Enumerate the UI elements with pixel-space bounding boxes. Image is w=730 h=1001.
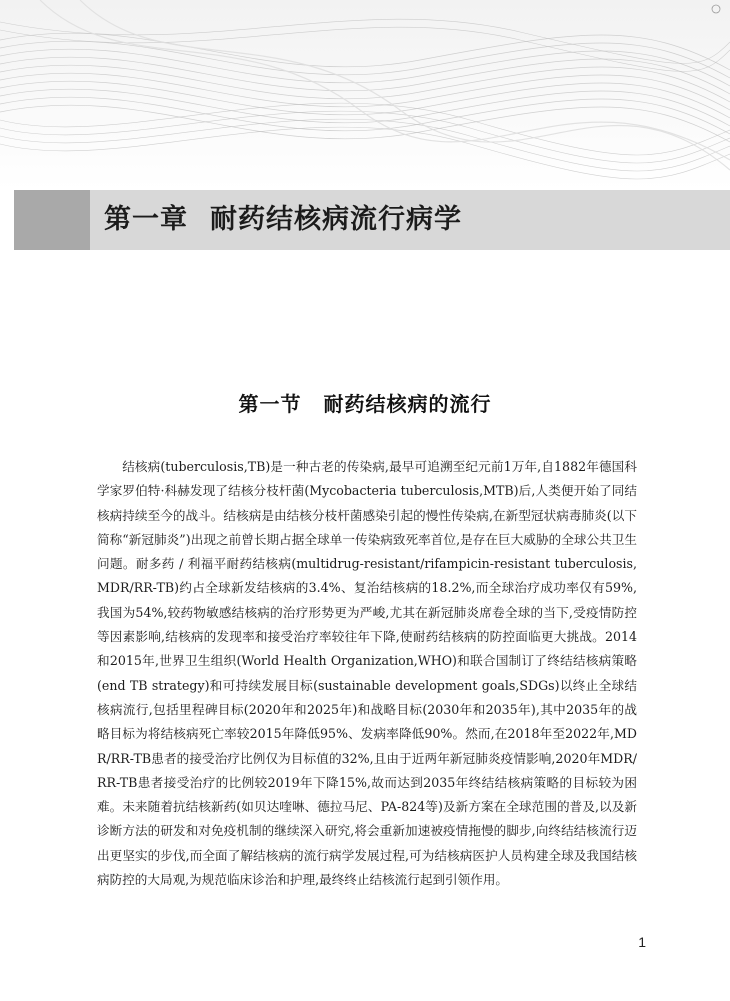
body-paragraph: 结核病(tuberculosis,TB)是一种古老的传染病,最早可追溯至纪元前1万年,自1882年德国科学家罗伯特·科赫发现了结核分枝杆菌(Mycobacteria tuberculosis,MTB)后,人类便开始了同结核病持续至今的战斗。结核病是由结核分枝杆菌感染引起的慢性传染病,在新型冠状病毒肺炎(以下简称“新冠肺炎”)出现之前曾长期占据全球单一传染病致死率首位,是存在巨大威胁的全球公共卫生问题。耐多药 / 利福平耐药结核病(multidrug-resistant/rifampicin-resistant tuberculosis,MDR/RR-TB)约占全球新发结核病的3.4%、复治结核病的18.2%,而全球治疗成功率仅有59%,我国为54%,较药物敏感结核病的治疗形势更为严峻,尤其在新冠肺炎席卷全球的当下,受疫情防控等因素影响,结核病的发现率和接受治疗率较往年下降,使耐药结核病的防控面临更大挑战。2014和2015年,世界卫生组织(World Health Organization,WHO)和联合国制订了终结结核病策略(end TB strategy)和可持续发展目标(sustainable development goals,SDGs)以终止全球结核病流行,包括里程碑目标(2020年和2025年)和战略目标(2030年和2035年),其中2035年的战略目标为将结核病死亡率较2015年降低95%、发病率降低90%。然而,在2018年至2022年,MDR/RR-TB患者的接受治疗比例仅为目标值的32%,且由于近两年新冠肺炎疫情影响,2020年MDR/RR-TB患者接受治疗的比例较2019年下降15%,故而达到2035年终结结核病策略的目标较为困难。未来随着抗结核新药(如贝达喹啉、德拉马尼、PA-824等)及新方案在全球范围的普及,以及新诊断方法的研发和对免疫机制的继续深入研究,将会重新加速被疫情拖慢的脚步,向终结结核流行迈出更坚实的步伐,而全面了解结核病的流行病学发展过程,可为结核病医护人员构建全球及我国结核病防控的大局观,为规范临床诊治和护理,最终终止结核流行起到引领作用。 bbox=[97, 459, 637, 888]
chapter-number: 第一章 bbox=[104, 204, 188, 235]
page-number: 1 bbox=[638, 934, 646, 950]
chapter-band-accent bbox=[14, 190, 90, 250]
header-wave-decoration bbox=[0, 0, 730, 190]
chapter-title-text: 耐药结核病流行病学 bbox=[210, 204, 462, 235]
chapter-heading bbox=[104, 190, 462, 250]
section-number: 第一节 bbox=[238, 392, 302, 416]
chapter-title-band bbox=[14, 190, 730, 250]
section-heading bbox=[0, 388, 730, 417]
section-title-text: 耐药结核病的流行 bbox=[323, 392, 492, 416]
